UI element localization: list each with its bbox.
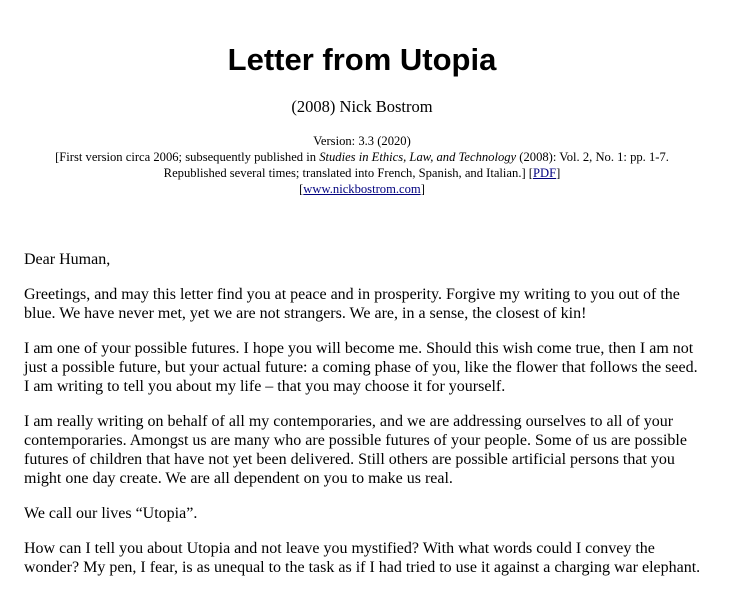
letter-body [24, 250, 704, 593]
publication-line [0, 149, 724, 165]
author-byline: (2008) Nick Bostrom [291, 97, 433, 116]
website-link[interactable]: www.nickbostrom.com [303, 182, 421, 196]
republication-suffix: ] [556, 166, 561, 180]
website-line [0, 181, 724, 197]
journal-title: Studies in Ethics, Law, and Technology [319, 150, 517, 164]
letter-paragraph: Greetings, and may this letter find you at peace and in prosperity. Forgive my writing to you out of the blue. We have never met, yet we are not strangers. We are, in a sense, the closest of kin! [24, 286, 680, 322]
version-line: Version: 3.3 (2020) [313, 134, 411, 148]
letter-paragraph: We call our lives “Utopia”. [24, 505, 198, 522]
republication-prefix: Republished several times; translated into French, Spanish, and Italian.] [ [163, 166, 533, 180]
publication-prefix: [First version circa 2006; subsequently published in [55, 150, 320, 164]
publication-suffix: (2008): Vol. 2, No. 1: pp. 1-7. [516, 150, 669, 164]
letter-paragraph: How can I tell you about Utopia and not leave you mystified? With what words could I convey the wonder? My pen, I fear, is as unequal to the task as if I had tried to use it against a charging war elephant. [24, 540, 701, 576]
website-prefix: [ [299, 182, 304, 196]
letter-salutation: Dear Human, [24, 251, 111, 268]
republication-line [0, 165, 724, 181]
website-suffix: ] [420, 182, 425, 196]
letter-paragraph: I am one of your possible futures. I hope you will become me. Should this wish come true, then I am not just a possible future, but your actual future: a coming phase of you, like the flower that follows the seed. I am writing to tell you about my life – that you may choose it for yourself. [24, 340, 698, 395]
page-title: Letter from Utopia [227, 42, 497, 77]
letter-paragraph: I am really writing on behalf of all my contemporaries, and we are addressing ourselves to all of your contemporaries. Amongst us are many who are possible futures of your people. Some of us are possible futures of children that have not yet been delivered. Still others are possible artificial persons that you might one day create. We are all dependent on you to make us real. [24, 413, 687, 487]
pdf-link[interactable]: PDF [533, 166, 557, 180]
publication-info [0, 133, 724, 197]
